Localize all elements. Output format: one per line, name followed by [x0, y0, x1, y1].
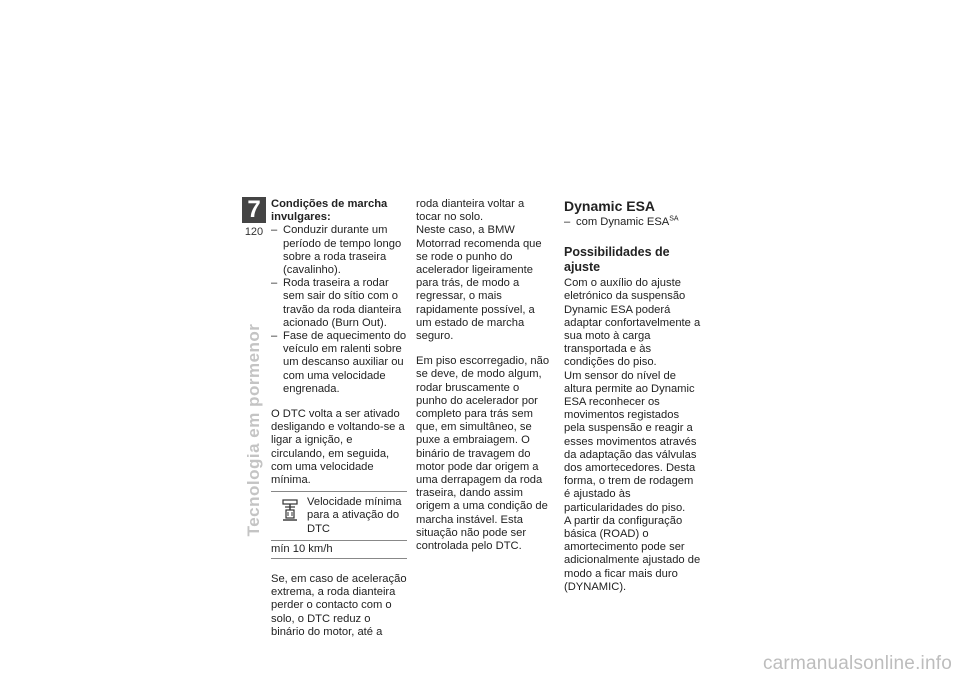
paragraph: Neste caso, a BMW Motorrad recomenda que se rode o punho do acelerador ligeiramente para trás, de modo a regressar, o mais rapidamente possível, a um estado de marcha seguro.: [416, 224, 542, 343]
paragraph: Com o auxílio do ajuste eletrónico da suspensão Dynamic ESA poderá adaptar confortavelmente a sua moto à carga transportada e às condições do piso.: [564, 277, 701, 369]
option-note: – com Dynamic $ESA^{SA}$: [564, 215, 679, 228]
chapter-number-badge: 7: [242, 197, 266, 223]
section-subheading-adjustment: Possibilidades de ajuste: [564, 245, 670, 275]
paragraph: O DTC volta a ser ativado desligando e voltando-se a ligar a ignição, e circulando, em seguida, com uma velocidade mínima.: [271, 408, 405, 487]
spec-table: [271, 491, 407, 559]
option-superscript: SA: [669, 215, 679, 223]
page-number: 120: [244, 226, 264, 238]
paragraph: Em piso escorregadio, não se deve, de modo algum, rodar bruscamente o punho do acelerador por completo para trás sem que, em simultâneo, se puxe a embraiagem. O binário de travagem do motor pode dar origem a uma derrapagem da roda traseira, dando assim origem a uma condição de marcha instável. Esta situação não pode ser controlada pelo DTC.: [416, 355, 550, 553]
paragraph: A partir da configuração básica (ROAD) o amortecimento pode ser adicionalmente ajustado de modo a ficar mais duro (DYNAMIC).: [564, 514, 701, 593]
speedometer-gauge-icon: [279, 498, 301, 522]
option-text: com Dynamic ESA: [576, 216, 670, 228]
text-column-3: [564, 198, 702, 594]
conditions-list: [271, 224, 407, 396]
section-heading-dynamic-esa: Dynamic ESA: [564, 198, 656, 214]
paragraph: Um sensor do nível de altura permite ao Dynamic ESA reconhecer os movimentos registados pela suspensão e reagir a esses movimentos através da adaptação das válvulas dos amortecedores. Desta forma, o trem de rodagem é ajustado às particularidades do piso.: [564, 369, 697, 514]
spec-label: Velocidade mínima para a ativação do DTC: [307, 496, 402, 535]
text-column-1: [271, 198, 407, 639]
paragraph: Se, em caso de aceleração extrema, a roda dianteira perder o contacto com o solo, o DTC reduz o binário do motor, até a: [271, 573, 407, 638]
chapter-side-title: Tecnologia em pormenor: [244, 323, 263, 537]
list-item: – Roda traseira a rodar sem sair do sítio com o travão da roda dianteira acionado (Burn Out).: [271, 277, 407, 330]
list-item: – Fase de aquecimento do veículo em ralenti sobre um descanso auxiliar ou com uma velocidade engrenada.: [271, 330, 407, 396]
paragraph: roda dianteira voltar a tocar no solo.: [416, 198, 525, 224]
text-column-2: [416, 198, 552, 553]
section-heading-unusual-conditions: Condições de marcha invulgares:: [271, 198, 388, 224]
list-item: – Conduzir durante um período de tempo longo sobre a roda traseira (cavalinho).: [271, 224, 407, 277]
spec-value: mín 10 km/h: [271, 540, 407, 558]
watermark-text: carmanualsonline.info: [762, 653, 952, 674]
